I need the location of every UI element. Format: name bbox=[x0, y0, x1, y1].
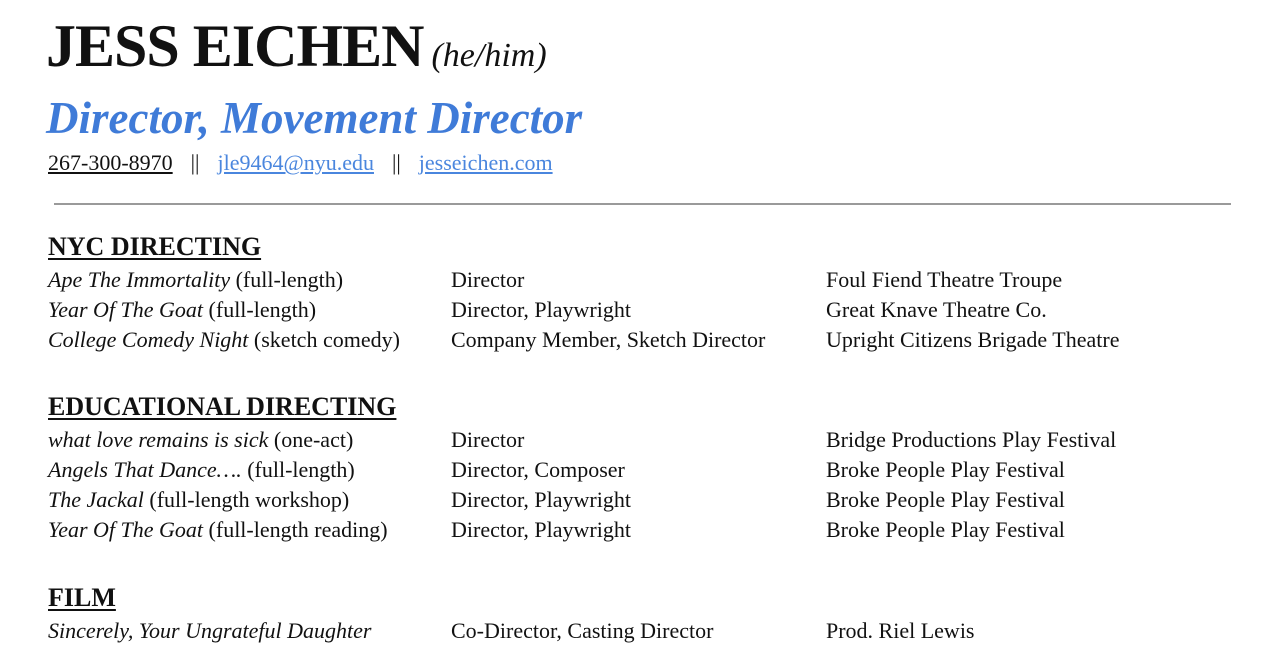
production-cell bbox=[48, 457, 355, 483]
role-cell: Director bbox=[451, 427, 525, 452]
organization-cell: Broke People Play Festival bbox=[826, 487, 1065, 512]
organization-cell: Broke People Play Festival bbox=[826, 517, 1065, 542]
table-row bbox=[0, 487, 1275, 517]
role-cell: Co-Director, Casting Director bbox=[451, 618, 714, 643]
production-note: (full-length workshop) bbox=[149, 487, 350, 512]
contact-line bbox=[48, 150, 553, 176]
production-note: (full-length) bbox=[235, 267, 344, 292]
organization-cell: Prod. Riel Lewis bbox=[826, 618, 975, 643]
production-title: Sincerely, Your Ungrateful Daughter bbox=[48, 618, 372, 643]
production-title: Ape The Immortality bbox=[48, 267, 231, 292]
name-line bbox=[46, 12, 547, 81]
production-title: The Jackal bbox=[48, 487, 144, 512]
organization-cell: Foul Fiend Theatre Troupe bbox=[826, 267, 1063, 292]
role-cell: Company Member, Sketch Director bbox=[451, 327, 766, 352]
email-link[interactable]: jle9464@nyu.edu bbox=[217, 150, 374, 175]
role-title: Director, Movement Director bbox=[46, 93, 583, 143]
production-cell bbox=[48, 297, 316, 323]
role-cell: Director bbox=[451, 267, 525, 292]
name-heading: JESS EICHEN bbox=[46, 13, 424, 79]
section-heading-educational-directing: EDUCATIONAL DIRECTING bbox=[48, 392, 397, 421]
production-title: Angels That Dance…. bbox=[48, 457, 242, 482]
organization-cell: Great Knave Theatre Co. bbox=[826, 297, 1047, 322]
production-note: (full-length) bbox=[208, 297, 317, 322]
table-row bbox=[0, 618, 1275, 648]
production-cell bbox=[48, 267, 343, 293]
production-title: College Comedy Night bbox=[48, 327, 249, 352]
production-note: (full-length) bbox=[247, 457, 355, 482]
production-note: (one-act) bbox=[273, 427, 354, 452]
production-title: Year Of The Goat bbox=[48, 517, 204, 542]
production-cell bbox=[48, 327, 400, 353]
contact-separator: || bbox=[190, 150, 200, 175]
table-row bbox=[0, 327, 1275, 357]
table-row bbox=[0, 267, 1275, 297]
table-row bbox=[0, 297, 1275, 327]
production-title: what love remains is sick bbox=[48, 427, 269, 452]
production-cell bbox=[48, 427, 353, 453]
horizontal-divider bbox=[54, 203, 1231, 205]
section-heading-film: FILM bbox=[48, 583, 116, 612]
table-row bbox=[0, 427, 1275, 457]
organization-cell: Upright Citizens Brigade Theatre bbox=[826, 327, 1120, 352]
role-cell: Director, Playwright bbox=[451, 487, 631, 512]
contact-separator: || bbox=[391, 150, 401, 175]
role-cell: Director, Composer bbox=[451, 457, 625, 482]
section-heading-nyc-directing: NYC DIRECTING bbox=[48, 232, 262, 261]
production-note: (sketch comedy) bbox=[253, 327, 400, 352]
table-row bbox=[0, 517, 1275, 547]
pronouns: (he/him) bbox=[431, 37, 547, 74]
production-title: Year Of The Goat bbox=[48, 297, 204, 322]
production-note: (full-length reading) bbox=[208, 517, 388, 542]
table-row bbox=[0, 457, 1275, 487]
role-cell: Director, Playwright bbox=[451, 517, 631, 542]
role-cell: Director, Playwright bbox=[451, 297, 631, 322]
phone-link[interactable]: 267-300-8970 bbox=[48, 150, 173, 175]
organization-cell: Bridge Productions Play Festival bbox=[826, 427, 1117, 452]
production-cell bbox=[48, 517, 388, 543]
organization-cell: Broke People Play Festival bbox=[826, 457, 1065, 482]
website-link[interactable]: jesseichen.com bbox=[418, 150, 553, 175]
production-cell bbox=[48, 487, 349, 513]
production-cell bbox=[48, 618, 371, 644]
